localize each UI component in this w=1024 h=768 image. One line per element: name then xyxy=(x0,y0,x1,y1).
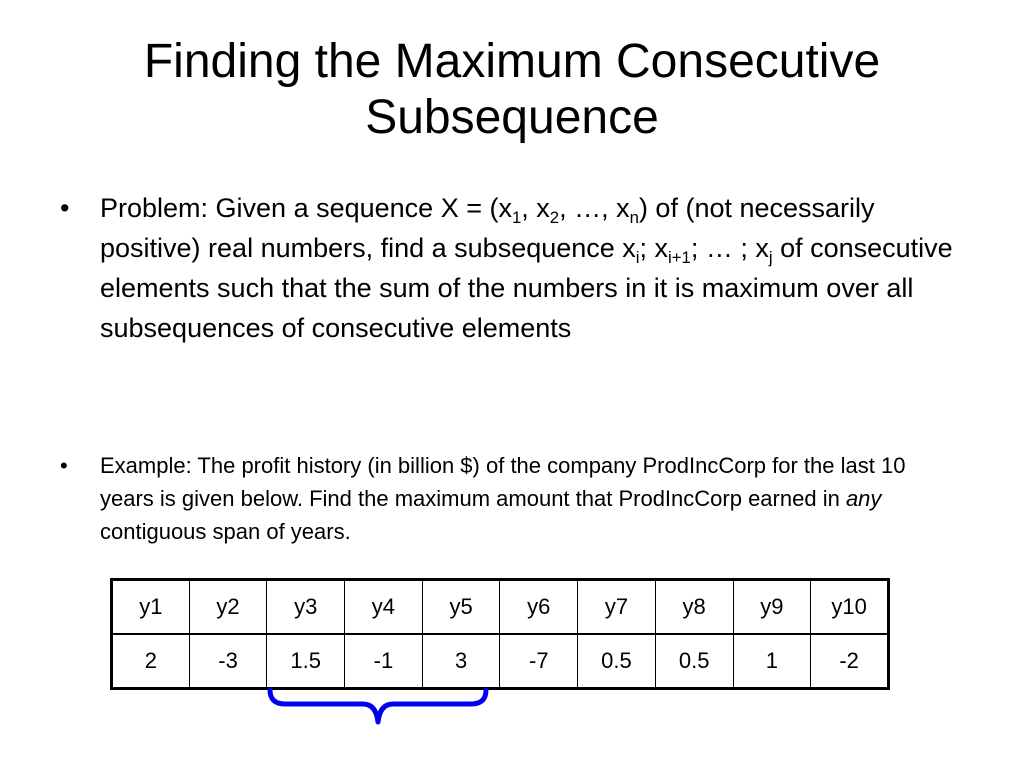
year-header-cell: y5 xyxy=(422,580,500,635)
year-header-cell: y6 xyxy=(500,580,578,635)
example-emphasis: any xyxy=(845,486,882,511)
slide-title xyxy=(0,34,1024,146)
profit-value-row xyxy=(112,634,889,689)
problem-subscript-1: 1 xyxy=(511,207,522,227)
year-header-cell: y2 xyxy=(189,580,267,635)
problem-subscript-j: j xyxy=(768,247,773,267)
profit-value-cell: -7 xyxy=(500,634,578,689)
year-header-cell: y8 xyxy=(655,580,733,635)
example-statement xyxy=(100,449,960,548)
problem-text-2: , x xyxy=(521,193,550,223)
bullet-marker: • xyxy=(60,193,70,223)
problem-subscript-i-plus-1: i+1 xyxy=(668,247,691,267)
max-span-brace xyxy=(265,688,491,726)
problem-text-7: of consecutive elements such that the sum of the numbers in it is maximum over all subsequences of consecutive elements xyxy=(100,233,953,343)
title-line-1: Finding the Maximum Consecutive xyxy=(143,35,881,88)
year-header-cell: y4 xyxy=(345,580,423,635)
example-text-after: contiguous span of years. xyxy=(100,519,351,544)
profit-value-cell: -1 xyxy=(345,634,423,689)
problem-bullet xyxy=(60,188,960,348)
profit-table xyxy=(110,578,890,690)
problem-subscript-i: i xyxy=(635,247,640,267)
profit-value-cell: 2 xyxy=(112,634,190,689)
profit-value-cell: 0.5 xyxy=(655,634,733,689)
problem-text-1: Problem: Given a sequence X = (x xyxy=(100,193,512,223)
problem-subscript-2: 2 xyxy=(549,207,560,227)
problem-text-3: , …, x xyxy=(559,193,630,223)
year-header-cell: y9 xyxy=(733,580,811,635)
example-bullet xyxy=(60,449,960,548)
problem-statement xyxy=(100,188,960,348)
year-header-cell: y7 xyxy=(578,580,656,635)
brace-path xyxy=(270,690,486,722)
problem-text-6: ; … ; x xyxy=(690,233,769,263)
title-line-2: Subsequence xyxy=(365,91,659,144)
profit-value-cell: -2 xyxy=(811,634,889,689)
profit-value-cell: 1.5 xyxy=(267,634,345,689)
problem-text-4: ) of (not necessarily positive) real numbers, find a subsequence x xyxy=(100,193,875,263)
bullet-marker: • xyxy=(60,453,68,478)
problem-text-5: ; x xyxy=(639,233,669,263)
year-header-cell: y1 xyxy=(112,580,190,635)
profit-value-cell: 0.5 xyxy=(578,634,656,689)
year-header-row xyxy=(112,580,889,635)
profit-value-cell: 1 xyxy=(733,634,811,689)
profit-value-cell: -3 xyxy=(189,634,267,689)
year-header-cell: y3 xyxy=(267,580,345,635)
profit-value-cell: 3 xyxy=(422,634,500,689)
year-header-cell: y10 xyxy=(811,580,889,635)
problem-subscript-n: n xyxy=(629,207,639,227)
example-text-before: Example: The profit history (in billion $) of the company ProdIncCorp for the last 10 years is given below. Find the maximum amount that ProdIncCorp earned in xyxy=(100,453,906,511)
